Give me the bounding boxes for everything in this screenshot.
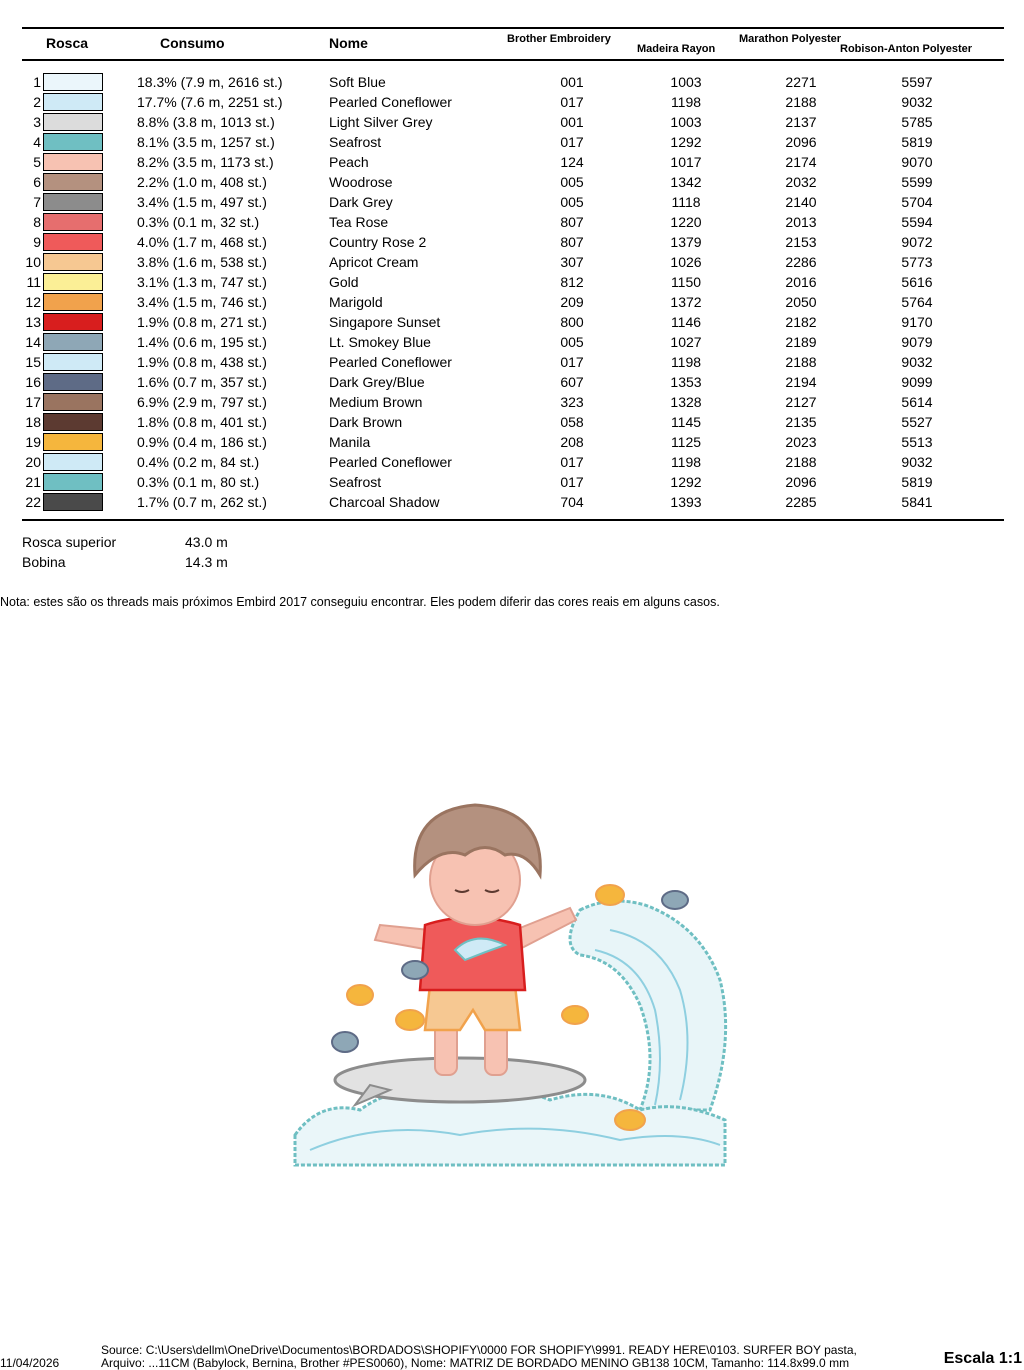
robison-code: 9079 (901, 334, 933, 350)
thread-name: Apricot Cream (329, 254, 419, 270)
color-swatch (43, 113, 103, 131)
madeira-code: 1292 (670, 134, 702, 150)
top-rule (22, 27, 1004, 29)
thread-consumo: 3.4% (1.5 m, 746 st.) (137, 294, 267, 310)
color-swatch (43, 253, 103, 271)
marathon-code: 2023 (785, 434, 817, 450)
marathon-code: 2153 (785, 234, 817, 250)
thread-name: Pearled Coneflower (329, 94, 452, 110)
madeira-code: 1393 (670, 494, 702, 510)
marathon-code: 2188 (785, 354, 817, 370)
color-swatch (43, 353, 103, 371)
table-row (0, 232, 1024, 252)
thread-consumo: 1.8% (0.8 m, 401 st.) (137, 414, 267, 430)
table-row (0, 252, 1024, 272)
color-swatch (43, 93, 103, 111)
table-row (0, 272, 1024, 292)
madeira-code: 1118 (671, 194, 701, 210)
table-row (0, 412, 1024, 432)
marathon-code: 2096 (785, 134, 817, 150)
brother-code: 001 (560, 114, 584, 130)
thread-number: 15 (25, 354, 41, 370)
thread-consumo: 0.4% (0.2 m, 84 st.) (137, 454, 260, 470)
brother-code: 704 (560, 494, 584, 510)
madeira-code: 1017 (670, 154, 702, 170)
robison-code: 5764 (901, 294, 933, 310)
thread-number: 6 (33, 174, 41, 190)
table-row (0, 352, 1024, 372)
madeira-code: 1146 (670, 314, 702, 330)
brother-code: 323 (560, 394, 584, 410)
thread-name: Light Silver Grey (329, 114, 433, 130)
robison-code: 5819 (901, 474, 933, 490)
madeira-code: 1220 (670, 214, 702, 230)
thread-name: Pearled Coneflower (329, 454, 452, 470)
header-rosca: Rosca (46, 35, 89, 51)
brother-code: 807 (560, 214, 584, 230)
robison-code: 5614 (901, 394, 933, 410)
brother-code: 124 (560, 154, 584, 170)
marathon-code: 2137 (785, 114, 817, 130)
thread-consumo: 3.1% (1.3 m, 747 st.) (137, 274, 267, 290)
robison-code: 5594 (901, 214, 933, 230)
thread-name: Lt. Smokey Blue (329, 334, 431, 350)
brother-code: 607 (560, 374, 584, 390)
brother-code: 800 (560, 314, 584, 330)
robison-code: 5773 (901, 254, 933, 270)
thread-consumo: 0.3% (0.1 m, 80 st.) (137, 474, 260, 490)
color-swatch (43, 293, 103, 311)
table-row (0, 132, 1024, 152)
robison-code: 9032 (901, 454, 933, 470)
madeira-code: 1292 (670, 474, 702, 490)
marathon-code: 2140 (785, 194, 817, 210)
robison-code: 9099 (901, 374, 933, 390)
madeira-code: 1198 (670, 454, 702, 470)
marathon-code: 2286 (785, 254, 817, 270)
thread-name: Country Rose 2 (329, 234, 427, 250)
thread-number: 1 (33, 74, 41, 90)
marathon-code: 2271 (785, 74, 817, 90)
marathon-code: 2182 (785, 314, 817, 330)
thread-number: 20 (25, 454, 41, 470)
table-row (0, 432, 1024, 452)
note-text: Nota: estes são os threads mais próximos Embird 2017 conseguiu encontrar. Eles podem diferir das cores reais em alguns casos. (0, 595, 720, 609)
thread-number: 19 (25, 434, 41, 450)
thread-name: Medium Brown (329, 394, 423, 410)
header-marathon: Marathon Polyester (739, 33, 842, 45)
thread-number: 5 (33, 154, 41, 170)
thread-consumo: 1.7% (0.7 m, 262 st.) (137, 494, 267, 510)
thread-name: Pearled Coneflower (329, 354, 452, 370)
thread-name: Dark Grey (329, 194, 393, 210)
thread-consumo: 1.4% (0.6 m, 195 st.) (137, 334, 267, 350)
table-row (0, 312, 1024, 332)
robison-code: 5819 (901, 134, 933, 150)
robison-code: 5704 (901, 194, 933, 210)
brother-code: 017 (560, 134, 584, 150)
scale-label: Escala 1:1 (943, 1350, 1022, 1367)
color-swatch (43, 233, 103, 251)
footer-date: 11/04/2026 (0, 1356, 60, 1370)
thread-number: 18 (25, 414, 41, 430)
table-row (0, 292, 1024, 312)
marathon-code: 2188 (785, 454, 817, 470)
madeira-code: 1125 (670, 434, 702, 450)
thread-name: Gold (329, 274, 359, 290)
brother-code: 017 (560, 94, 584, 110)
madeira-code: 1353 (670, 374, 702, 390)
header-nome: Nome (329, 35, 368, 51)
marathon-code: 2174 (785, 154, 817, 170)
thread-consumo: 1.9% (0.8 m, 271 st.) (137, 314, 267, 330)
thread-consumo: 18.3% (7.9 m, 2616 st.) (137, 74, 283, 90)
color-swatch (43, 373, 103, 391)
thread-consumo: 6.9% (2.9 m, 797 st.) (137, 394, 267, 410)
thread-name: Dark Brown (329, 414, 403, 430)
thread-number: 17 (25, 394, 41, 410)
table-row (0, 212, 1024, 232)
thread-name: Woodrose (329, 174, 393, 190)
header-madeira: Madeira Rayon (637, 43, 716, 55)
robison-code: 9170 (901, 314, 933, 330)
thread-name: Dark Grey/Blue (329, 374, 425, 390)
robison-code: 9072 (901, 234, 933, 250)
color-swatch (43, 153, 103, 171)
thread-number: 13 (25, 314, 41, 330)
color-swatch (43, 433, 103, 451)
color-swatch (43, 453, 103, 471)
table-row (0, 372, 1024, 392)
thread-consumo: 3.4% (1.5 m, 497 st.) (137, 194, 267, 210)
thread-consumo: 3.8% (1.6 m, 538 st.) (137, 254, 267, 270)
color-swatch (43, 333, 103, 351)
robison-code: 5616 (901, 274, 933, 290)
thread-name: Charcoal Shadow (329, 494, 440, 510)
thread-number: 21 (25, 474, 41, 490)
thread-number: 4 (33, 134, 41, 150)
thread-consumo: 1.6% (0.7 m, 357 st.) (137, 374, 267, 390)
marathon-code: 2189 (785, 334, 817, 350)
thread-consumo: 17.7% (7.6 m, 2251 st.) (137, 94, 283, 110)
brother-code: 807 (560, 234, 584, 250)
robison-code: 5599 (901, 174, 933, 190)
robison-code: 5597 (901, 74, 933, 90)
header-rule (22, 59, 1004, 61)
color-swatch (43, 73, 103, 91)
thread-consumo: 0.9% (0.4 m, 186 st.) (137, 434, 267, 450)
table-row (0, 492, 1024, 512)
thread-consumo: 8.8% (3.8 m, 1013 st.) (137, 114, 275, 130)
robison-code: 9070 (901, 154, 933, 170)
color-swatch (43, 273, 103, 291)
thread-name: Soft Blue (329, 74, 386, 90)
color-swatch (43, 473, 103, 491)
bobina-value: 14.3 m (185, 554, 228, 570)
marathon-code: 2194 (785, 374, 817, 390)
thread-number: 12 (25, 294, 41, 310)
header-robison: Robison-Anton Polyester (840, 43, 973, 55)
marathon-code: 2188 (785, 94, 817, 110)
marathon-code: 2096 (785, 474, 817, 490)
marathon-code: 2013 (785, 214, 817, 230)
table-row (0, 472, 1024, 492)
brother-code: 307 (560, 254, 584, 270)
thread-number: 14 (25, 334, 41, 350)
madeira-code: 1198 (670, 94, 702, 110)
brother-code: 208 (560, 434, 584, 450)
brother-code: 005 (560, 174, 584, 190)
thread-name: Seafrost (329, 474, 382, 490)
madeira-code: 1027 (670, 334, 702, 350)
table-row (0, 452, 1024, 472)
table-row (0, 392, 1024, 412)
brother-code: 017 (560, 354, 584, 370)
table-row (0, 192, 1024, 212)
bobina-label: Bobina (22, 554, 66, 570)
color-swatch (43, 493, 103, 511)
footer-arquivo: Arquivo: ...11CM (Babylock, Bernina, Brother #PES0060), Nome: MATRIZ DE BORDADO MENINO GB138 10CM, Tamanho: 114.8x99.0 mm (101, 1356, 850, 1370)
marathon-code: 2135 (785, 414, 817, 430)
madeira-code: 1342 (670, 174, 702, 190)
header-consumo: Consumo (160, 35, 225, 51)
table-row (0, 332, 1024, 352)
madeira-code: 1379 (670, 234, 702, 250)
color-swatch (43, 313, 103, 331)
madeira-code: 1372 (670, 294, 702, 310)
marathon-code: 2016 (785, 274, 817, 290)
brother-code: 001 (560, 74, 584, 90)
superior-label: Rosca superior (22, 534, 117, 550)
bottom-rule (22, 519, 1004, 521)
color-swatch (43, 193, 103, 211)
header-brother: Brother Embroidery (507, 33, 611, 45)
thread-name: Manila (329, 434, 371, 450)
surfer-boy-embroidery-image (280, 780, 750, 1180)
madeira-code: 1026 (670, 254, 702, 270)
thread-number: 11 (26, 274, 41, 290)
thread-number: 8 (33, 214, 41, 230)
thread-number: 3 (33, 114, 41, 130)
marathon-code: 2285 (785, 494, 817, 510)
thread-consumo: 1.9% (0.8 m, 438 st.) (137, 354, 267, 370)
robison-code: 9032 (901, 354, 933, 370)
table-row (0, 112, 1024, 132)
thread-consumo: 4.0% (1.7 m, 468 st.) (137, 234, 267, 250)
robison-code: 9032 (901, 94, 933, 110)
robison-code: 5513 (901, 434, 933, 450)
madeira-code: 1328 (670, 394, 702, 410)
table-row (0, 152, 1024, 172)
superior-value: 43.0 m (185, 534, 228, 550)
robison-code: 5527 (901, 414, 933, 430)
thread-number: 2 (33, 94, 41, 110)
thread-number: 10 (25, 254, 41, 270)
thread-name: Peach (329, 154, 369, 170)
brother-code: 017 (560, 454, 584, 470)
footer-source: Source: C:\Users\dellm\OneDrive\Documentos\BORDADOS\SHOPIFY\0000 FOR SHOPIFY\9991. READY HERE\0103. SURFER BOY pasta, (101, 1343, 857, 1357)
thread-number: 22 (25, 494, 41, 510)
marathon-code: 2050 (785, 294, 817, 310)
marathon-code: 2127 (785, 394, 817, 410)
table-row (0, 92, 1024, 112)
brother-code: 017 (560, 474, 584, 490)
table-row (0, 72, 1024, 92)
thread-consumo: 2.2% (1.0 m, 408 st.) (137, 174, 267, 190)
madeira-code: 1150 (670, 274, 702, 290)
thread-name: Marigold (329, 294, 383, 310)
marathon-code: 2032 (785, 174, 817, 190)
robison-code: 5841 (901, 494, 933, 510)
thread-number: 16 (25, 374, 41, 390)
thread-name: Seafrost (329, 134, 382, 150)
color-swatch (43, 133, 103, 151)
madeira-code: 1003 (670, 74, 702, 90)
brother-code: 812 (560, 274, 584, 290)
brother-code: 058 (560, 414, 584, 430)
thread-consumo: 8.2% (3.5 m, 1173 st.) (137, 154, 274, 170)
color-swatch (43, 413, 103, 431)
brother-code: 005 (560, 194, 584, 210)
thread-number: 7 (33, 194, 41, 210)
madeira-code: 1198 (670, 354, 702, 370)
color-swatch (43, 213, 103, 231)
madeira-code: 1003 (670, 114, 702, 130)
thread-consumo: 8.1% (3.5 m, 1257 st.) (137, 134, 275, 150)
color-swatch (43, 173, 103, 191)
brother-code: 209 (560, 294, 584, 310)
thread-name: Tea Rose (329, 214, 389, 230)
thread-consumo: 0.3% (0.1 m, 32 st.) (137, 214, 260, 230)
table-row (0, 172, 1024, 192)
brother-code: 005 (560, 334, 584, 350)
robison-code: 5785 (901, 114, 933, 130)
color-swatch (43, 393, 103, 411)
thread-name: Singapore Sunset (329, 314, 441, 330)
thread-number: 9 (33, 234, 41, 250)
madeira-code: 1145 (670, 414, 702, 430)
